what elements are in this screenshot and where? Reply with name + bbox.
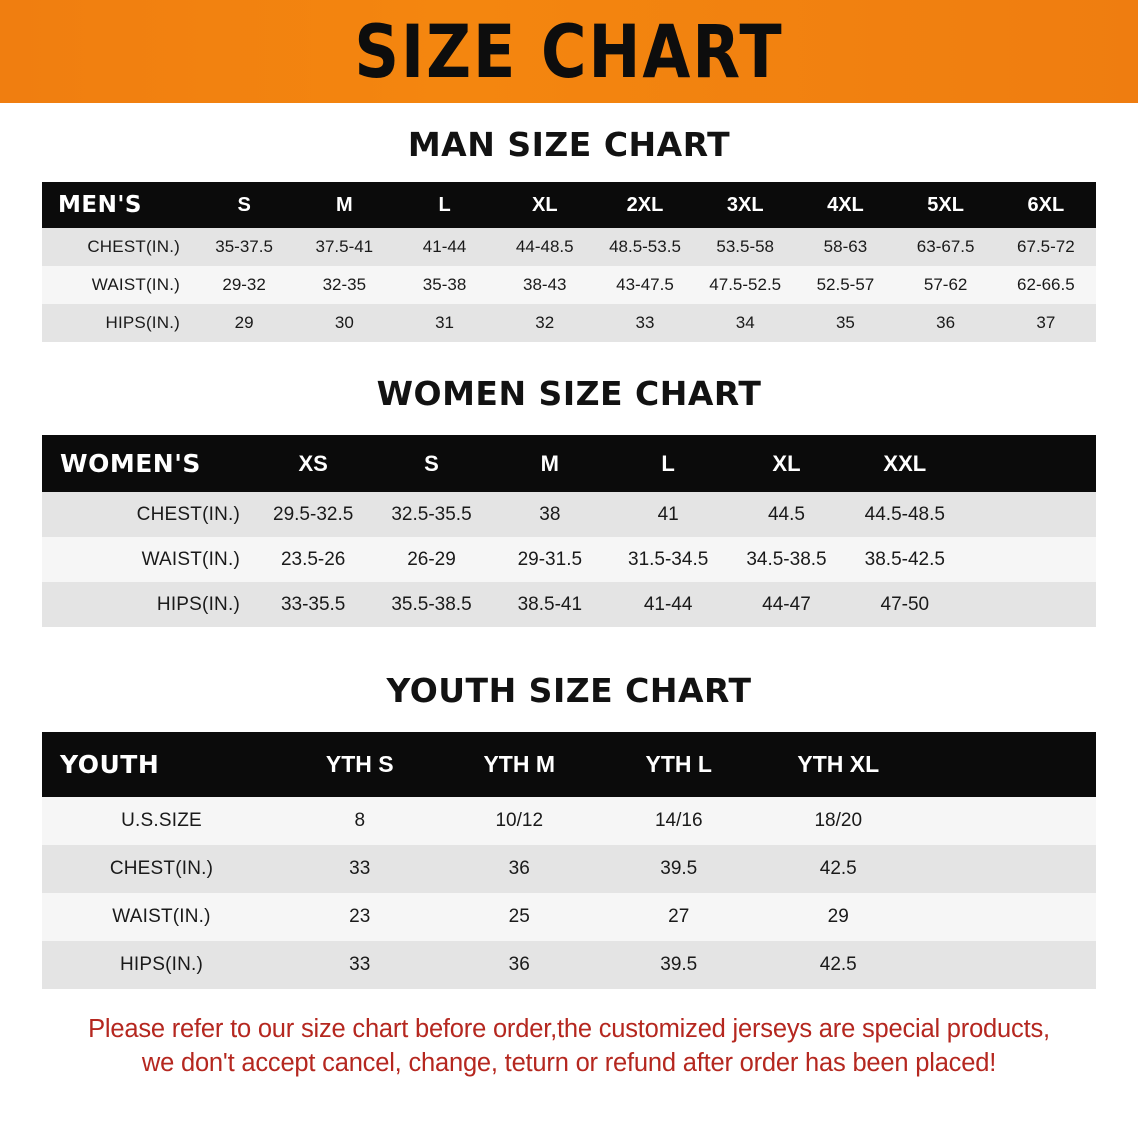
table-cell: 23 <box>349 906 371 927</box>
youth-header-spacer <box>918 732 1096 797</box>
table-cell: 8 <box>354 810 366 831</box>
row-label: WAIST(IN.) <box>112 906 211 927</box>
table-cell: 30 <box>334 313 354 332</box>
table-cell: 38.5-41 <box>517 593 583 615</box>
table-cell: 48.5-53.5 <box>609 237 681 256</box>
women-table-header <box>42 435 1096 492</box>
man-section-title: MAN SIZE CHART <box>407 125 731 164</box>
table-cell: 35-38 <box>422 275 467 294</box>
table-cell: 33 <box>635 313 655 332</box>
youth-table-body <box>42 797 1096 989</box>
men-header-cell: 6XL <box>1027 193 1065 216</box>
table-row <box>42 537 1096 582</box>
table-cell: 25 <box>508 906 530 927</box>
youth-header-cell: YTH XL <box>797 751 880 777</box>
table-row <box>42 266 1096 304</box>
table-cell: 44-48.5 <box>515 237 574 256</box>
women-header-spacer <box>964 435 1096 492</box>
table-cell: 36 <box>936 313 956 332</box>
table-cell: 39.5 <box>660 954 698 975</box>
table-cell: 18/20 <box>814 810 863 831</box>
men-header-label: MEN'S <box>58 192 142 218</box>
table-cell: 38 <box>539 503 561 525</box>
table-header-row <box>42 435 1096 492</box>
table-cell-spacer <box>918 797 1096 845</box>
table-cell: 31 <box>435 313 454 332</box>
row-label: HIPS(IN.) <box>119 954 204 975</box>
women-size-table <box>42 435 1096 627</box>
table-header-row <box>42 182 1096 228</box>
men-header-cell: XL <box>531 193 558 216</box>
table-cell: 34 <box>735 313 755 332</box>
table-cell: 44.5-48.5 <box>864 503 945 525</box>
women-table-body <box>42 492 1096 627</box>
table-cell-spacer <box>964 537 1096 582</box>
women-header-cell: XL <box>772 450 801 476</box>
table-cell: 34.5-38.5 <box>746 548 827 570</box>
row-label: WAIST(IN.) <box>91 275 180 294</box>
table-cell: 29.5-32.5 <box>273 503 354 525</box>
youth-table-wrap <box>0 732 1138 989</box>
row-label: CHEST(IN.) <box>136 503 240 525</box>
table-cell: 44.5 <box>767 503 805 525</box>
table-cell: 39.5 <box>660 858 698 879</box>
table-row <box>42 304 1096 342</box>
table-cell: 37.5-41 <box>315 237 374 256</box>
table-row <box>42 797 1096 845</box>
men-header-cell: M <box>335 193 353 216</box>
men-size-table <box>42 182 1096 342</box>
men-header-cell: 5XL <box>927 193 964 216</box>
row-label: CHEST(IN.) <box>87 237 180 256</box>
table-cell: 29-32 <box>222 275 266 294</box>
table-cell: 63-67.5 <box>916 237 975 256</box>
men-header-cell: L <box>438 193 451 216</box>
table-cell: 32 <box>535 313 555 332</box>
table-cell: 37 <box>1036 313 1056 332</box>
table-cell-spacer <box>918 845 1096 893</box>
table-cell: 67.5-72 <box>1017 237 1075 256</box>
table-cell-spacer <box>918 941 1096 989</box>
table-cell: 62-66.5 <box>1017 275 1075 294</box>
youth-header-label: YOUTH <box>60 750 160 779</box>
men-header-cell: 3XL <box>726 193 764 216</box>
women-header-cell: S <box>424 450 439 476</box>
table-cell: 35.5-38.5 <box>391 593 472 615</box>
table-cell: 38.5-42.5 <box>864 548 945 570</box>
women-header-cell: XXL <box>883 450 927 476</box>
row-label: HIPS(IN.) <box>105 313 180 332</box>
men-table-header <box>42 182 1096 228</box>
table-cell-spacer <box>964 582 1096 627</box>
table-cell: 47.5-52.5 <box>709 275 782 294</box>
disclaimer-line-1: Please refer to our size chart before order,the customized jerseys are special products, <box>88 1015 1050 1043</box>
table-cell: 53.5-58 <box>716 237 775 256</box>
women-header-cell: M <box>540 450 559 476</box>
table-cell: 38-43 <box>523 275 567 294</box>
table-row <box>42 845 1096 893</box>
banner-title: SIZE CHART <box>354 7 784 94</box>
table-cell: 52.5-57 <box>816 275 875 294</box>
table-cell: 41-44 <box>643 593 693 615</box>
table-cell: 42.5 <box>819 858 857 879</box>
table-cell-spacer <box>964 492 1096 537</box>
table-cell: 33-35.5 <box>280 593 346 615</box>
youth-size-table <box>42 732 1096 989</box>
youth-header-cell: YTH M <box>483 751 556 777</box>
table-header-row <box>42 732 1096 797</box>
table-cell: 27 <box>668 906 690 927</box>
men-header-cell: S <box>237 193 251 216</box>
table-cell: 26-29 <box>407 548 456 570</box>
women-table-wrap <box>0 435 1138 627</box>
table-cell: 43-47.5 <box>616 275 674 294</box>
table-cell: 33 <box>349 954 371 975</box>
men-table-body <box>42 228 1096 342</box>
men-header-cell: 2XL <box>626 193 664 216</box>
table-cell: 10/12 <box>495 810 544 831</box>
row-label: CHEST(IN.) <box>109 858 214 879</box>
man-table-wrap <box>0 182 1138 342</box>
disclaimer-line-2: we don't accept cancel, change, teturn or refund after order has been placed! <box>141 1048 997 1077</box>
table-cell: 29 <box>234 313 254 332</box>
women-header-cell: XS <box>298 450 328 476</box>
table-cell: 35 <box>835 313 855 332</box>
youth-table-header <box>42 732 1096 797</box>
table-cell: 32-35 <box>322 275 367 294</box>
table-cell: 41-44 <box>422 237 467 256</box>
table-row <box>42 893 1096 941</box>
table-cell: 44-47 <box>762 593 811 615</box>
table-row <box>42 228 1096 266</box>
youth-header-cell: YTH S <box>325 751 394 777</box>
table-cell-spacer <box>918 893 1096 941</box>
table-cell: 14/16 <box>654 810 703 831</box>
table-cell: 41 <box>657 503 679 525</box>
table-cell: 47-50 <box>880 593 930 615</box>
table-cell: 58-63 <box>823 237 868 256</box>
disclaimer-note <box>36 1013 1102 1080</box>
table-row <box>42 582 1096 627</box>
women-header-cell: L <box>661 450 675 476</box>
table-cell: 32.5-35.5 <box>391 503 472 525</box>
table-row <box>42 492 1096 537</box>
banner <box>0 0 1138 103</box>
table-cell: 29-31.5 <box>517 548 583 570</box>
table-cell: 23.5-26 <box>280 548 346 570</box>
women-header-label: WOMEN'S <box>60 449 201 478</box>
table-cell: 35-37.5 <box>215 237 273 256</box>
table-cell: 36 <box>508 858 530 879</box>
table-cell: 36 <box>508 954 530 975</box>
table-row <box>42 941 1096 989</box>
row-label: WAIST(IN.) <box>141 548 240 570</box>
women-section-title: WOMEN SIZE CHART <box>376 374 762 413</box>
youth-section-title: YOUTH SIZE CHART <box>386 671 752 710</box>
table-cell: 42.5 <box>819 954 857 975</box>
table-cell: 31.5-34.5 <box>628 548 709 570</box>
men-header-cell: 4XL <box>827 193 864 216</box>
row-label: HIPS(IN.) <box>156 593 240 615</box>
table-cell: 57-62 <box>923 275 968 294</box>
row-label: U.S.SIZE <box>121 810 202 831</box>
youth-header-cell: YTH L <box>645 751 712 777</box>
table-cell: 29 <box>827 906 849 927</box>
table-cell: 33 <box>349 858 371 879</box>
